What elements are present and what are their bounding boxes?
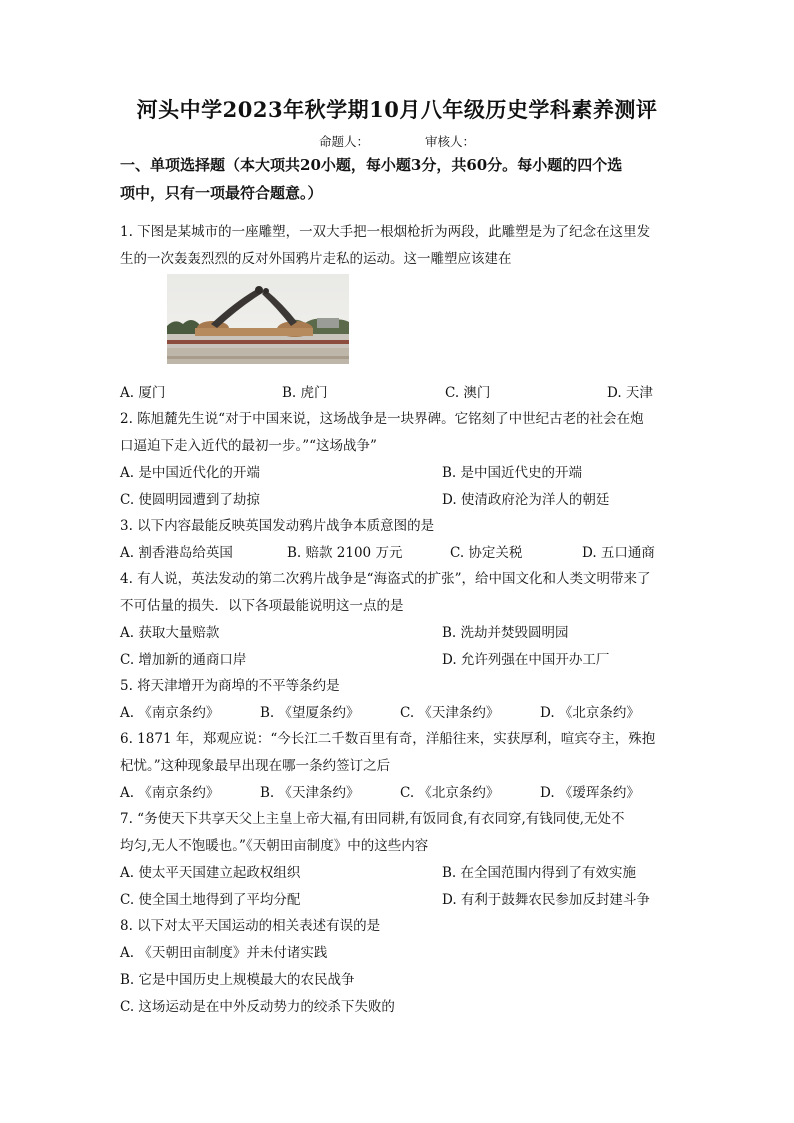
q6-option-c[interactable]: C. 《北京条约》 — [400, 785, 500, 801]
reviewer-label: 审核人： — [424, 134, 475, 149]
q1-stem-line-2: 生的一次轰轰烈烈的反对外国鸦片走私的运动。这一雕塑应该建在 — [120, 251, 512, 267]
q2-stem-line-2: 口逼迫下走入近代的最初一步。”“这场战争” — [120, 438, 377, 454]
q4-stem-line-1: 4. 有人说，英法发动的第二次鸦片战争是“海盗式的扩张”，给中国文化和人类文明带来了 — [120, 571, 651, 587]
q5-option-d[interactable]: D. 《北京条约》 — [540, 705, 640, 721]
q5-option-c[interactable]: C. 《天津条约》 — [400, 705, 500, 721]
author-line — [0, 132, 794, 150]
q5-option-b[interactable]: B. 《望厦条约》 — [260, 705, 360, 721]
q6-option-a[interactable]: A. 《南京条约》 — [120, 785, 220, 801]
q6-stem-line-1: 6. 1871 年，郑观应说：“今长江二千数百里有奇，洋船往来，实获厚利，喧宾夺主，殊抱 — [120, 731, 656, 747]
exam-title: 河头中学2023年秋学期10月八年级历史学科素养测评 — [136, 97, 658, 122]
proposer-label: 命题人： — [318, 134, 369, 149]
q2-option-d[interactable]: D. 使清政府沦为洋人的朝廷 — [442, 492, 610, 508]
q5-option-a[interactable]: A. 《南京条约》 — [120, 705, 220, 721]
q7-stem-line-1: 7. “务使天下共享天父上主皇上帝大福,有田同耕,有饭同食,有衣同穿,有钱同使,无处不 — [120, 811, 625, 827]
q1-option-d[interactable]: D. 天津 — [607, 385, 653, 401]
q3-stem-line-1: 3. 以下内容最能反映英国发动鸦片战争本质意图的是 — [120, 518, 435, 534]
q4-option-b[interactable]: B. 洗劫并焚毁圆明园 — [442, 625, 569, 641]
q5-stem-line-1: 5. 将天津增开为商埠的不平等条约是 — [120, 678, 340, 694]
section-heading-line-2: 项中，只有一项最符合题意。） — [120, 184, 323, 202]
q7-option-c[interactable]: C. 使全国土地得到了平均分配 — [120, 892, 301, 908]
q4-option-a[interactable]: A. 获取大量赔款 — [120, 625, 220, 641]
q1-stem-line-1: 1. 下图是某城市的一座雕塑，一双大手把一根烟枪折为两段，此雕塑是为了纪念在这里发 — [120, 224, 651, 240]
q2-stem-line-1: 2. 陈旭麓先生说“对于中国来说，这场战争是一块界碑。它铭刻了中世纪古老的社会在炮 — [120, 411, 644, 427]
q2-option-a[interactable]: A. 是中国近代化的开端 — [120, 465, 260, 481]
q1-option-a[interactable]: A. 厦门 — [120, 385, 166, 401]
q3-option-d[interactable]: D. 五口通商 — [582, 545, 655, 561]
q7-option-b[interactable]: B. 在全国范围内得到了有效实施 — [442, 865, 637, 881]
q4-option-c[interactable]: C. 增加新的通商口岸 — [120, 652, 247, 668]
q1-option-c[interactable]: C. 澳门 — [445, 385, 491, 401]
q8-option-a[interactable]: A. 《天朝田亩制度》并未付诸实践 — [120, 945, 328, 961]
q8-option-c[interactable]: C. 这场运动是在中外反动势力的绞杀下失败的 — [120, 999, 395, 1015]
q8-stem-line-1: 8. 以下对太平天国运动的相关表述有误的是 — [120, 918, 381, 934]
sculpture-photo — [167, 274, 349, 364]
q7-stem-line-2: 均匀,无人不饱暖也。”《天朝田亩制度》中的这些内容 — [120, 838, 429, 854]
q8-option-b[interactable]: B. 它是中国历史上规模最大的农民战争 — [120, 972, 355, 988]
q3-option-c[interactable]: C. 协定关税 — [450, 545, 523, 561]
q6-option-d[interactable]: D. 《瑷珲条约》 — [540, 785, 640, 801]
section-heading-line-1: 一、单项选择题（本大项共20小题，每小题3分，共60分。每小题的四个选 — [120, 156, 623, 174]
q3-option-b[interactable]: B. 赔款 2100 万元 — [287, 545, 403, 561]
q2-option-b[interactable]: B. 是中国近代史的开端 — [442, 465, 583, 481]
q7-option-d[interactable]: D. 有利于鼓舞农民参加反封建斗争 — [442, 892, 650, 908]
section-heading — [120, 151, 680, 207]
q6-option-b[interactable]: B. 《天津条约》 — [260, 785, 360, 801]
q7-option-a[interactable]: A. 使太平天国建立起政权组织 — [120, 865, 301, 881]
q4-stem-line-2: 不可估量的损失．以下各项最能说明这一点的是 — [120, 598, 404, 614]
q6-stem-line-2: 杞忧。”这种现象最早出现在哪一条约签订之后 — [120, 758, 391, 774]
q2-option-c[interactable]: C. 使圆明园遭到了劫掠 — [120, 492, 260, 508]
q3-option-a[interactable]: A. 割香港岛给英国 — [120, 545, 233, 561]
q1-option-b[interactable]: B. 虎门 — [282, 385, 328, 401]
q4-option-d[interactable]: D. 允许列强在中国开办工厂 — [442, 652, 610, 668]
